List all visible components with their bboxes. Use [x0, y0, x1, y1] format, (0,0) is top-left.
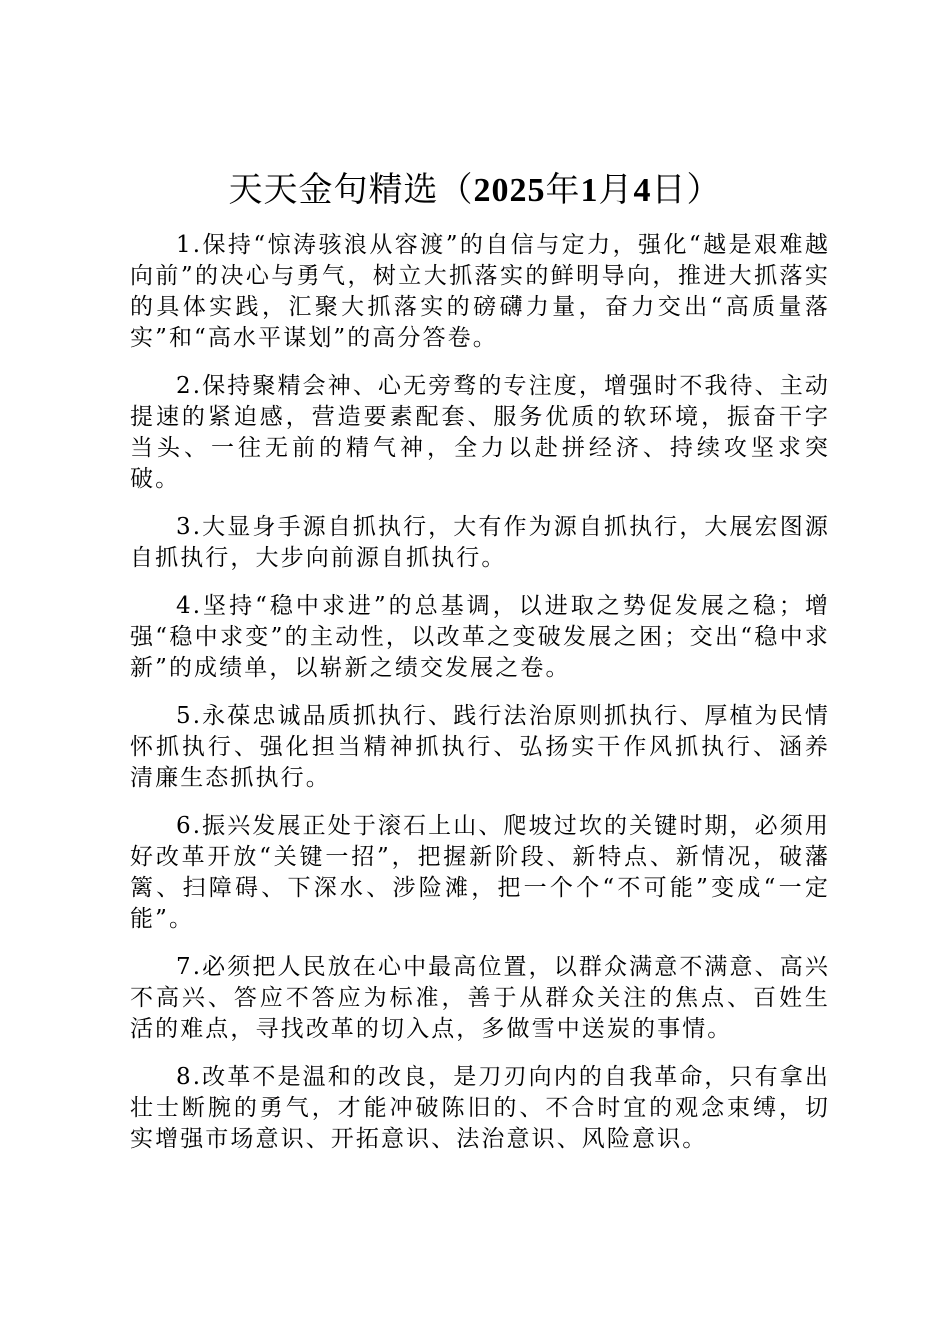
- title-year-unit: 年: [545, 170, 581, 210]
- document-title: [0, 168, 950, 213]
- quote-paragraph-2: 2.保持聚精会神、心无旁骛的专注度，增强时不我待、主动提速的紧迫感，营造要素配套、服务优质的软环境，振奋干字当头、一往无前的精气神，全力以赴拼经济、持续攻坚求突破。: [130, 373, 830, 492]
- title-month-unit: 月: [598, 170, 634, 210]
- quote-paragraph-4: 4.坚持“稳中求进”的总基调，以进取之势促发展之稳；增强“稳中求变”的主动性，以改革之变破发展之困；交出“稳中求新”的成绩单，以崭新之绩交发展之卷。: [130, 593, 830, 681]
- quote-paragraph-1: 1.保持“惊涛骇浪从容渡”的自信与定力，强化“越是艰难越向前”的决心与勇气，树立大抓落实的鲜明导向，推进大抓落实的具体实践，汇聚大抓落实的磅礴力量，奋力交出“高质量落实”和“高水平谋划”的高分答卷。: [130, 232, 830, 351]
- title-day: 4: [633, 172, 652, 209]
- quote-paragraph-3: 3.大显身手源自抓执行，大有作为源自抓执行，大展宏图源自抓执行，大步向前源自抓执行。: [130, 514, 830, 571]
- document-body: [130, 230, 830, 1172]
- title-month: 1: [580, 172, 599, 209]
- quote-paragraph-8: 8.改革不是温和的改良，是刀刃向内的自我革命，只有拿出壮士断腕的勇气，才能冲破陈旧的、不合时宜的观念束缚，切实增强市场意识、开拓意识、法治意识、风险意识。: [130, 1064, 830, 1152]
- quote-paragraph-7: 7.必须把人民放在心中最高位置，以群众满意不满意、高兴不高兴、答应不答应为标准，善于从群众关注的焦点、百姓生活的难点，寻找改革的切入点，多做雪中送炭的事情。: [130, 954, 830, 1042]
- title-prefix: 天天金句精选（: [228, 170, 474, 210]
- title-suffix: 日）: [651, 170, 722, 210]
- quote-paragraph-6: 6.振兴发展正处于滚石上山、爬坡过坎的关键时期，必须用好改革开放“关键一招”，把握新阶段、新特点、新情况，破藩篱、扫障碍、下深水、涉险滩，把一个个“不可能”变成“一定能”。: [130, 813, 830, 932]
- title-year: 2025: [473, 172, 546, 209]
- quote-paragraph-5: 5.永葆忠诚品质抓执行、践行法治原则抓执行、厚植为民情怀抓执行、强化担当精神抓执行、弘扬实干作风抓执行、涵养清廉生态抓执行。: [130, 703, 830, 791]
